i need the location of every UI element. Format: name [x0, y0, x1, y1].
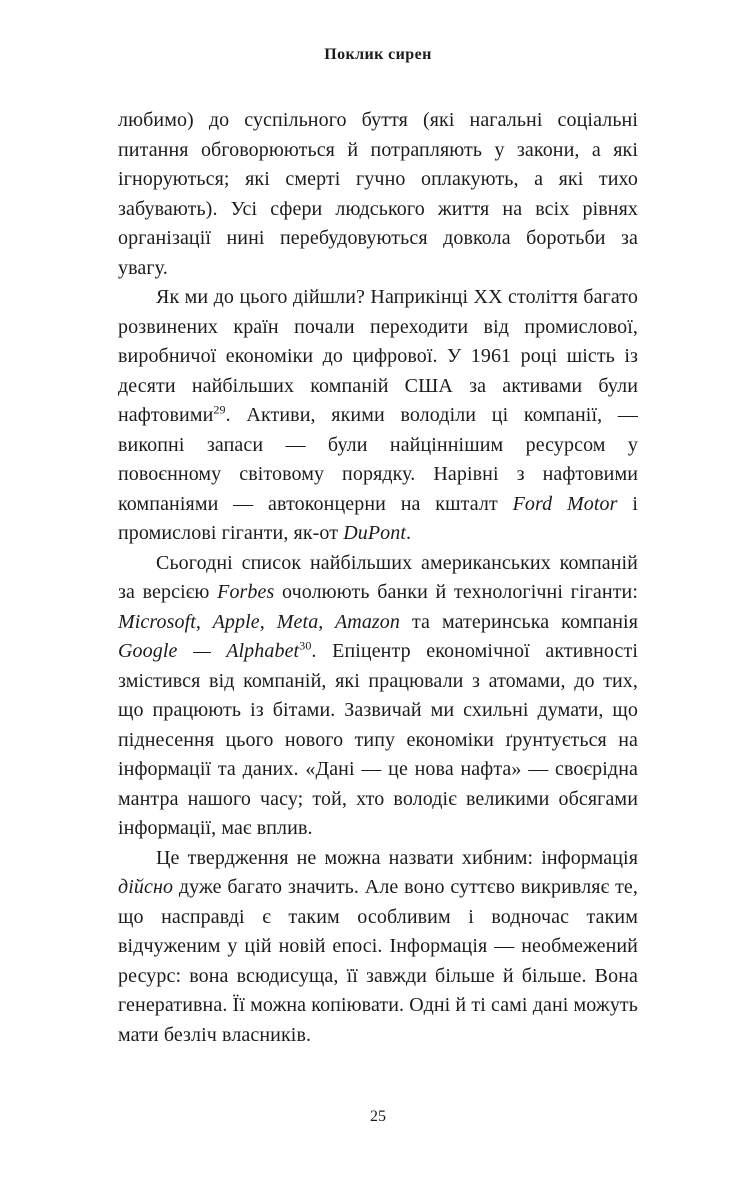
paragraph [118, 283, 638, 549]
footnote-reference: 30 [299, 638, 312, 653]
page-body [118, 106, 638, 1050]
text-run: . [406, 522, 412, 544]
paragraph [118, 844, 638, 1051]
paragraph [118, 106, 638, 283]
text-run: дуже багато значить. Але воно суттєво викривляє те, що насправді є таким особливим і водночас таким відчуженим у цій новій епосі. Інформація — необмежений ресурс: вона всюдисуща, її завжди більше й більше. Вона генеративна. Її можна копіювати. Одні й ті самі дані можуть мати безліч власників. [118, 876, 638, 1046]
italic-text-run: Google — Alphabet [118, 640, 300, 662]
text-run: та материнська компанія [400, 610, 638, 633]
text-run: любимо) до суспільного буття (які нагальні соціальні питання обговорюються й потрапляють у закони, а які ігноруються; які смерті гучно оплакують, а які тихо забувають). Усі сфери людського життя на всіх рівнях організації нині перебудовуються довкола боротьби за увагу. [118, 109, 638, 279]
italic-text-run: Forbes [217, 581, 275, 603]
page-number: 25 [370, 1108, 386, 1125]
italic-text-run: дійсно [118, 876, 174, 898]
text-run: . Епіцентр економічної активності змістився від компаній, які працювали з атомами, до тих, що працюють із бітами. Зазвичай ми схильні думати, що піднесення цього нового типу економіки ґрунтується на інформації та даних. «Дані — це нова нафта» — своєрідна мантра нашого часу; той, хто володіє великими обсягами інформації, має вплив. [118, 640, 638, 839]
text-run: Як ми до цього дійшли? Наприкінці XX століття багато розвинених країн почали переходити від промислової, виробничої економіки до цифрової. У 1961 році шість із десяти найбільших компаній США за активами були нафтовими [118, 286, 638, 426]
text-run: очолюють банки й технологічні гіганти: [274, 581, 638, 603]
italic-text-run: Microsoft, Apple, Meta, Amazon [118, 610, 401, 633]
footnote-reference: 29 [213, 402, 226, 417]
text-run: Сьогодні список найбільших американських компаній за версією [118, 551, 638, 603]
italic-text-run: Ford Motor [512, 492, 618, 515]
text-run: . Активи, якими володіли ці компанії, — викопні запаси — були найціннішим ресурсом у повоєнному світовому порядку. Нарівні з нафтовими компаніями — автоконцерни на кшталт [118, 404, 638, 515]
text-run: і промислові гіганти, як-от [118, 492, 638, 544]
paragraph [118, 549, 638, 844]
italic-text-run: DuPont [343, 522, 407, 544]
running-header: Поклик сирен [324, 46, 432, 63]
text-run: Це твердження не можна назвати хибним: інформація [156, 846, 638, 869]
